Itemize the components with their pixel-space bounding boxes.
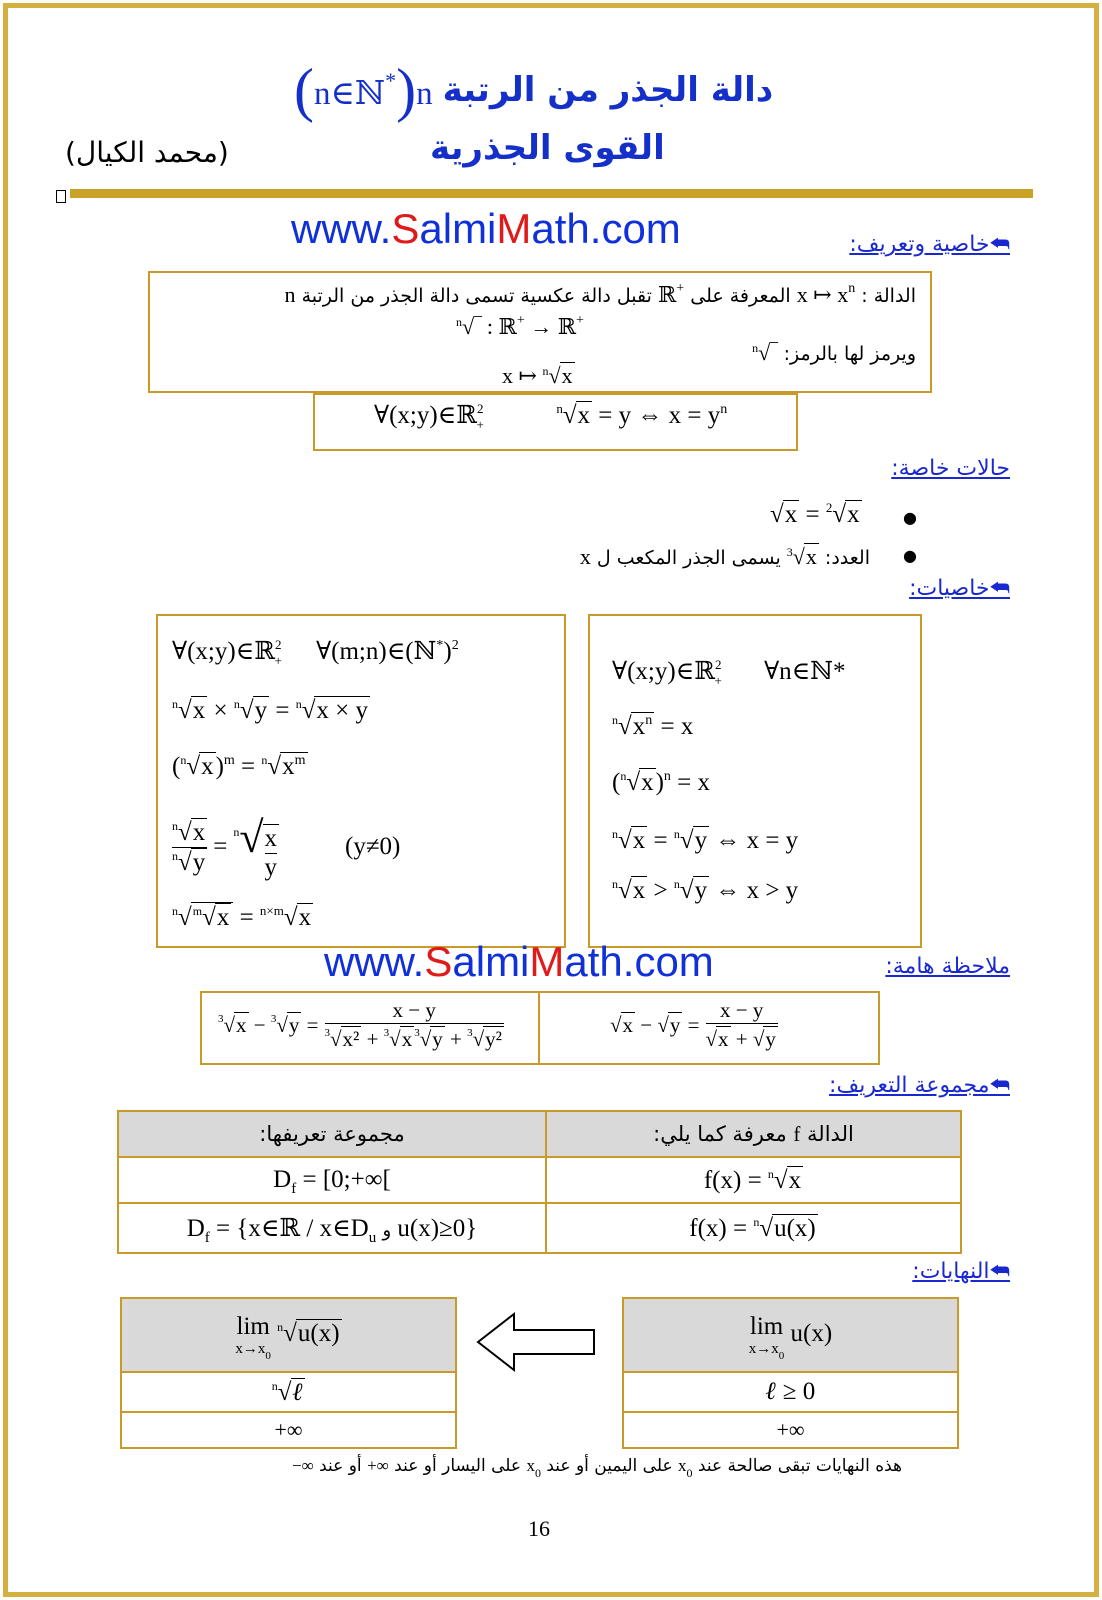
author-name: (محمد الكيال) <box>65 136 229 169</box>
equivalence-formula: ∀(x;y)∈ℝ$^2_+$ $^n$√x = y ⇔ $x = y^n$ <box>374 401 728 432</box>
glyph-box-icon <box>56 190 66 203</box>
special-case-2: العدد: $^3$√x يسمى الجذر المكعب ل x <box>579 544 870 569</box>
domain-row2-f: f(x) = $^n$√u(x) <box>546 1203 961 1253</box>
title-math: (n∈ℕ*)n <box>294 56 433 123</box>
domain-row1-f: f(x) = $^n$√x <box>546 1157 961 1203</box>
page-title <box>294 54 794 126</box>
props-right-p3: $^n$√x = $^n$√y ⇔ x = y <box>612 827 799 854</box>
domain-row2-d: $D_f$ = {x∈ℝ / $x\in D_u$ و u(x)≥0} <box>118 1203 546 1253</box>
bullet-2: ● <box>903 546 917 565</box>
limits-right-row1: ℓ ≥ 0 <box>623 1372 958 1412</box>
title-text: دالة الجذر من الرتبة <box>442 70 774 110</box>
limits-footnote: هذه النهايات تبقى صالحة عند $x_0$ على اليمين أو عند $x_0$ على اليسار أو عند +∞ أو عند −∞ <box>292 1456 902 1480</box>
props-left-p1: $^n$√x × $^n$√y = $^n$√x × y <box>172 697 369 724</box>
props-right-p4: $^n$√x > $^n$√y ⇔ x > y <box>612 877 799 904</box>
props-left-p2: $(^n√x)^m = ^n√x^m$ <box>172 753 306 780</box>
props-left-p3: $\frac{^n√x}{^n√y}$ = $^n$√ $\frac{x}{y}$ (y≠0) <box>172 813 401 881</box>
limits-left-table <box>120 1297 457 1449</box>
domain-head-left: مجموعة تعريفها: <box>118 1111 546 1157</box>
watermark-site: www.SalmiMath.com <box>291 205 681 252</box>
limits-left-head: lim $x\to x_0$ $^n$√u(x) <box>121 1298 456 1372</box>
arrow-return-icon: ⮪ <box>989 576 1010 601</box>
section-properties: ⮪خاصيات: <box>909 576 1010 601</box>
props-right-p2: $(^n√x)^n = x$ <box>612 769 710 796</box>
domain-table <box>117 1110 962 1254</box>
props-left-p4: $^n$√$^m$√x = $^{n\times m}$√x <box>172 903 312 931</box>
bullet-1: ● <box>903 508 917 527</box>
section-important-note: ملاحظة هامة: <box>885 954 1010 979</box>
arrow-left-icon <box>474 1310 598 1374</box>
section-property-definition: ⮪خاصية وتعريف: <box>849 232 1010 257</box>
limits-right-head: lim $x\to x_0$ u(x) <box>623 1298 958 1372</box>
arrow-return-icon: ⮪ <box>989 1259 1010 1284</box>
section-domain: ⮪مجموعة التعريف: <box>829 1073 1010 1098</box>
definition-map1: $^n$√‾ : ℝ+ → ℝ+ <box>456 313 584 339</box>
props-right-p1: $^n√x^n = x$ <box>612 713 694 740</box>
definition-line1: الدالة : x ↦ $x^n$ المعرفة على ℝ+ تقبل دالة عكسية تسمى دالة الجذر من الرتبة n <box>284 281 916 307</box>
section-limits: ⮪النهايات: <box>912 1259 1010 1284</box>
page-number: 16 <box>528 1516 550 1541</box>
definition-map2: x ↦ $^n$√x <box>502 363 573 388</box>
subtitle: القوى الجذرية <box>430 128 665 168</box>
header-divider <box>70 189 1033 198</box>
limits-right-row2: +∞ <box>623 1412 958 1448</box>
limits-left-row1: $^n$√ℓ <box>121 1372 456 1412</box>
note-divider <box>538 991 540 1065</box>
limits-left-row2: +∞ <box>121 1412 456 1448</box>
note-right-formula: √x − √y = $\frac{x - y}{√x + √y}$ <box>610 998 776 1051</box>
definition-line2: ويرمز لها بالرمز: $^n$√‾ <box>752 340 916 365</box>
arrow-return-icon: ⮪ <box>989 232 1010 257</box>
note-left-formula: $^3$√x − $^3$√y = $\frac{x - y}{^3√x^2 + ^3√x ^3√y + ^3√y^2}$ <box>218 998 502 1051</box>
arrow-return-icon: ⮪ <box>989 1073 1010 1098</box>
section-special-cases: حالات خاصة: <box>891 456 1010 481</box>
props-right-quant: ∀(x;y)∈ℝ$^2_+$ ∀n∈ℕ* <box>612 657 846 688</box>
props-left-quant: ∀(x;y)∈ℝ$^2_+$ ∀(m;n)∈(ℕ*)$^2$ <box>172 637 459 668</box>
special-case-1: √x = $^2$√x <box>770 500 860 528</box>
limits-right-table <box>622 1297 959 1449</box>
domain-row1-d: $D_f$ = [0;+∞[ <box>118 1157 546 1203</box>
domain-head-right: الدالة f معرفة كما يلي: <box>546 1111 961 1157</box>
watermark-site-2: www.SalmiMath.com <box>324 938 714 985</box>
